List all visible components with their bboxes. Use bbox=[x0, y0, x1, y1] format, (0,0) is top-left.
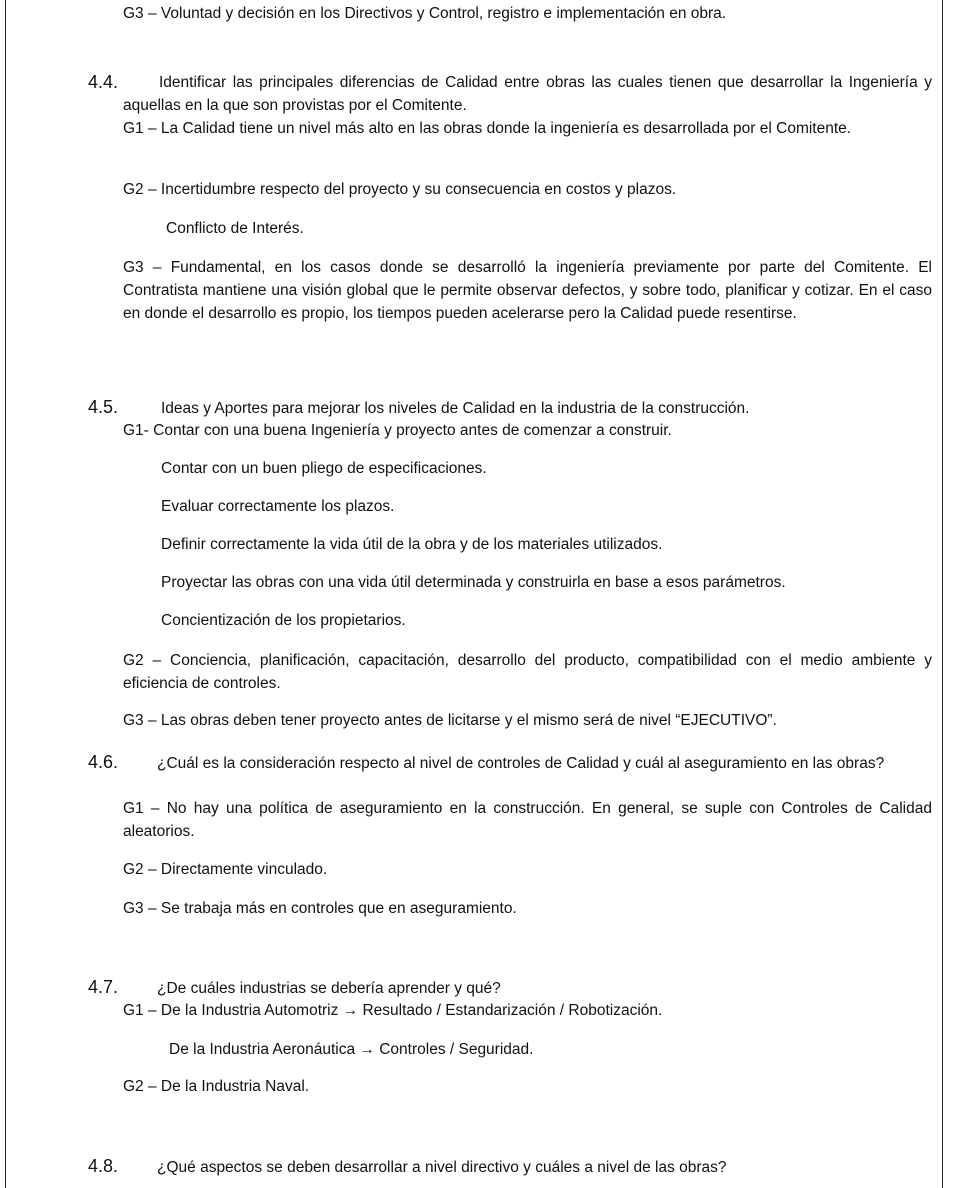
section-number-4-7: 4.7. bbox=[88, 977, 119, 997]
answer-g1-4-5: G1- Contar con una buena Ingeniería y proyecto antes de comenzar a construir. bbox=[123, 422, 672, 439]
answer-g2-4-5: G2 – Conciencia, planificación, capacitación, desarrollo del producto, compatibilidad con el medio ambiente y eficiencia de controles. bbox=[123, 652, 932, 692]
answer-g1-4-6: G1 – No hay una política de aseguramiento en la construcción. En general, se suple con Controles de Calidad aleatorios. bbox=[123, 800, 932, 840]
section-number-4-8: 4.8. bbox=[88, 1156, 119, 1176]
answer-g2-4-7: G2 – De la Industria Naval. bbox=[123, 1078, 310, 1095]
answer-g1-4-5-c: Evaluar correctamente los plazos. bbox=[161, 498, 395, 515]
answer-g2-4-4: G2 – Incertidumbre respecto del proyecto y su consecuencia en costos y plazos. bbox=[123, 181, 677, 198]
section-number-4-5: 4.5. bbox=[88, 397, 119, 417]
answer-g1-4-4: G1 – La Calidad tiene un nivel más alto en las obras donde la ingeniería es desarrollada por el Comitente. bbox=[123, 120, 852, 137]
question-4-7: ¿De cuáles industrias se debería aprender y qué? bbox=[157, 980, 501, 997]
answer-g1-4-5-d: Definir correctamente la vida útil de la obra y de los materiales utilizados. bbox=[161, 536, 663, 553]
question-4-8: ¿Qué aspectos se deben desarrollar a nivel directivo y cuáles a nivel de las obras? bbox=[157, 1159, 727, 1176]
answer-g1-4-5-b: Contar con un buen pliego de especificaciones. bbox=[161, 460, 487, 477]
answer-g3-4-4: G3 – Fundamental, en los casos donde se desarrolló la ingeniería previamente por parte del Comitente. El Contratista mantiene una visión global que le permite observar defectos, y sobre todo, planificar y cotizar. En el caso en donde el desarrollo es propio, los tiempos pueden acelerarse pero la Calidad puede resentirse. bbox=[123, 259, 932, 322]
answer-g3-4-5: G3 – Las obras deben tener proyecto antes de licitarse y el mismo será de nivel “EJECUTIVO”. bbox=[123, 712, 777, 729]
question-4-5: Ideas y Aportes para mejorar los niveles de Calidad en la industria de la construcción. bbox=[161, 400, 750, 417]
question-4-4: Identificar las principales diferencias de Calidad entre obras las cuales tienen que desarrollar la Ingeniería y aquellas en la que son provistas por el Comitente. bbox=[123, 74, 932, 114]
answer-g1-4-5-f: Concientización de los propietarios. bbox=[161, 612, 406, 629]
answer-g1-4-7: G1 – De la Industria Automotriz → Resultado / Estandarización / Robotización. bbox=[123, 1002, 663, 1019]
answer-g1-4-5-e: Proyectar las obras con una vida útil determinada y construirla en base a esos parámetros. bbox=[161, 574, 786, 591]
answer-g3-4-6: G3 – Se trabaja más en controles que en aseguramiento. bbox=[123, 900, 517, 917]
answer-g2-4-6: G2 – Directamente vinculado. bbox=[123, 861, 328, 878]
section-number-4-4: 4.4. bbox=[88, 72, 119, 92]
answer-g2-4-4-cont: Conflicto de Interés. bbox=[166, 220, 304, 237]
question-4-6: ¿Cuál es la consideración respecto al nivel de controles de Calidad y cuál al aseguramiento en las obras? bbox=[157, 755, 885, 772]
answer-g1-4-7-b: De la Industria Aeronáutica → Controles / Seguridad. bbox=[169, 1041, 534, 1058]
section-number-4-6: 4.6. bbox=[88, 752, 119, 772]
answer-g3-4-3: G3 – Voluntad y decisión en los Directivos y Control, registro e implementación en obra. bbox=[123, 5, 727, 22]
